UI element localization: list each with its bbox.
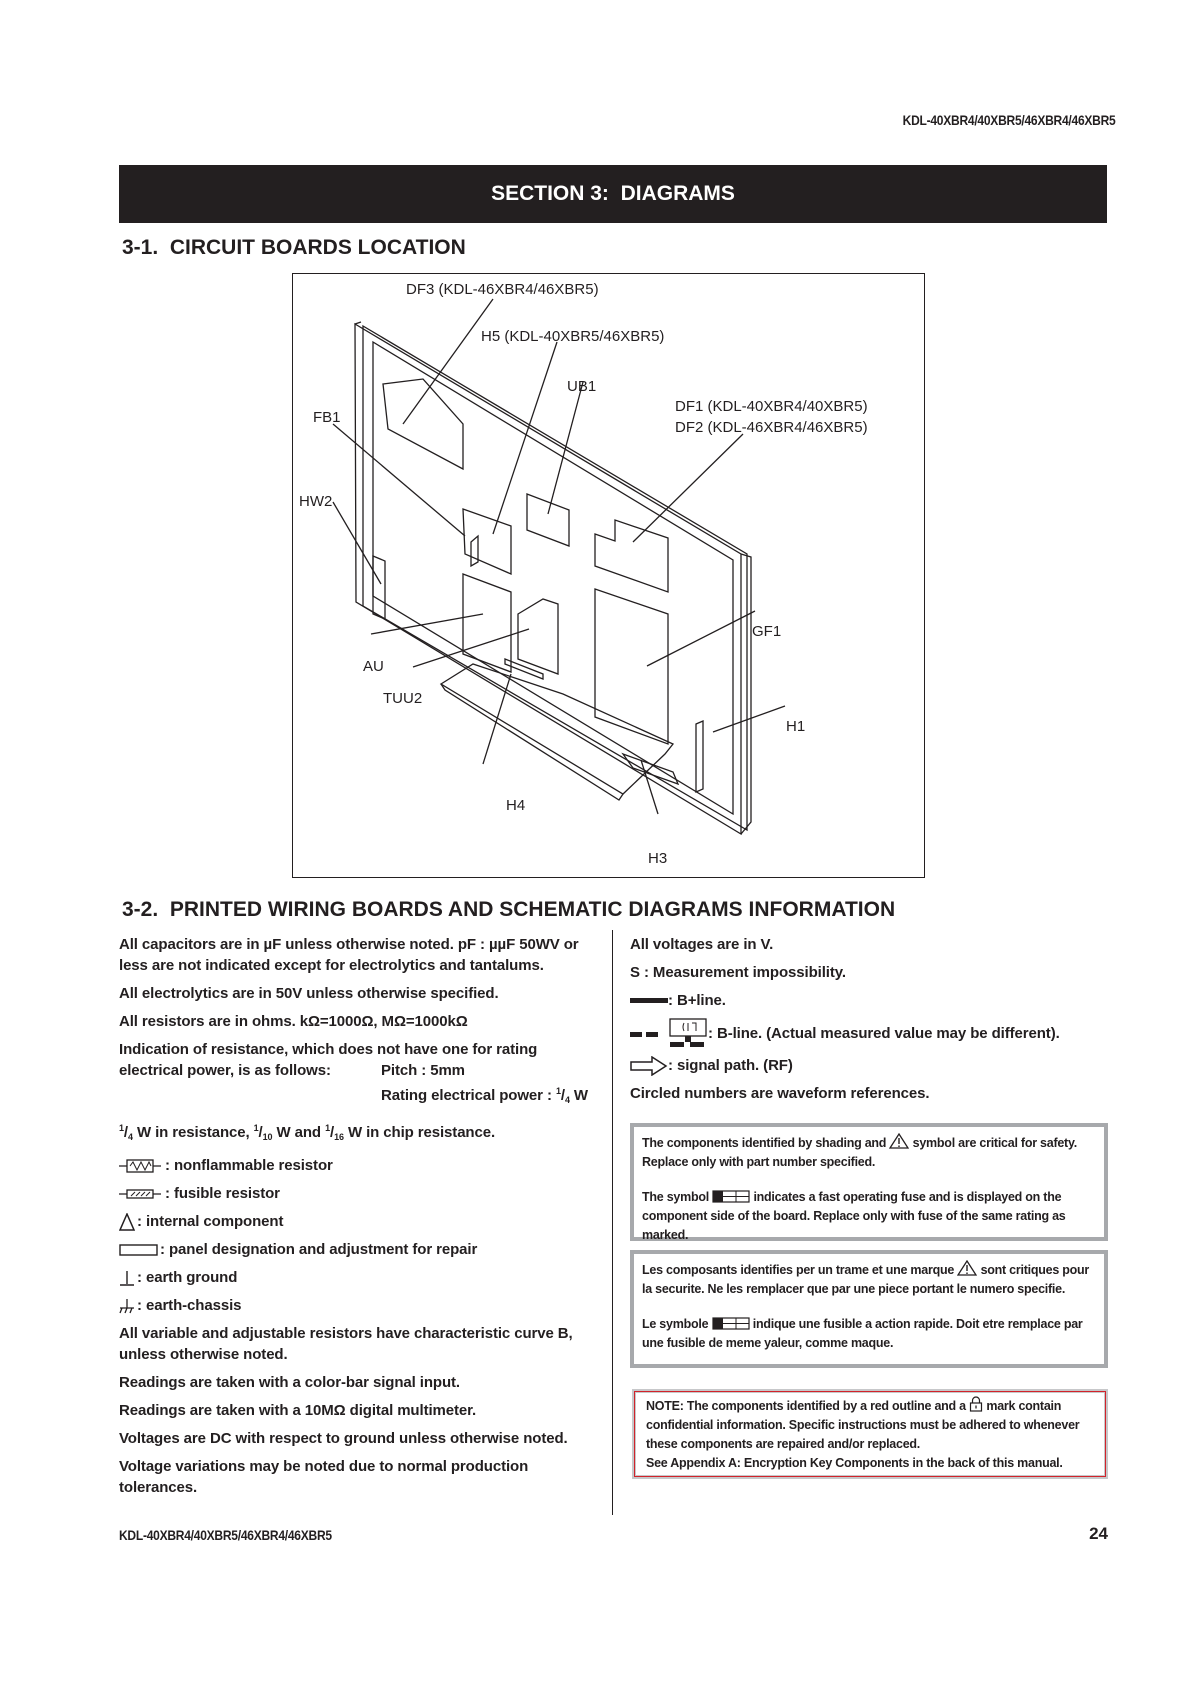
label-df1: DF1 (KDL-40XBR4/40XBR5) (675, 398, 868, 415)
confidential-text-c: See Appendix A: Encryption Key Components in the back of this manual. (646, 1456, 1063, 1470)
multimeter-note: Readings are taken with a 10MΩ digital multimeter. (119, 1402, 477, 1419)
chip-c-den: 16 (334, 1132, 344, 1142)
board-au (463, 574, 511, 672)
earth-chassis-icon (119, 1298, 135, 1314)
panel-designation-label: : panel designation and adjustment for repair (160, 1241, 478, 1258)
indication-line-1: Indication of resistance, which does not have one for rating (119, 1041, 538, 1058)
color-bar-note: Readings are taken with a color-bar signal input. (119, 1374, 461, 1391)
confidential-text-b: mark contain confidential information. Specific instructions must be adhered to whenever these components are repaired and/or replaced. (646, 1399, 1080, 1451)
board-h1 (696, 721, 703, 792)
board-df3 (383, 379, 463, 469)
voltages-dc-note: Voltages are DC with respect to ground unless otherwise noted. (119, 1430, 568, 1447)
indication-line-2-row (119, 1060, 609, 1081)
label-h1: H1 (786, 718, 806, 735)
b-plus-label: : B+line. (668, 992, 726, 1009)
label-ub1: UB1 (567, 378, 597, 395)
fast-fuse-icon (712, 1190, 750, 1203)
earth-chassis-label: : earth-chassis (137, 1297, 242, 1314)
safety-fr-text-1a: Les composants identifies per un trame et une marque (642, 1263, 955, 1277)
capacitors-note: All capacitors are in µF unless otherwise noted. pF : µµF 50WV or less are not indicated except for electrolytics and tantalums. (119, 936, 579, 974)
measurement-note: S : Measurement impossibility. (630, 964, 846, 981)
fusible-resistor-icon (119, 1187, 161, 1201)
board-tuu2 (518, 599, 558, 674)
chip-a-text: W in resistance, (132, 1124, 254, 1141)
indication-note (119, 1039, 609, 1060)
safety-fr-text-2a: Le symbole (642, 1317, 709, 1331)
section-2-title: 3-2. PRINTED WIRING BOARDS AND SCHEMATIC DIAGRAMS INFORMATION (122, 898, 896, 921)
lock-icon (969, 1396, 983, 1412)
indication-line-2: electrical power, is as follows: (119, 1062, 331, 1079)
internal-component-triangle-icon (119, 1213, 135, 1231)
board-fb1 (463, 509, 511, 574)
label-hw2: HW2 (299, 493, 333, 510)
earth-chassis-row (119, 1295, 609, 1316)
section-1-title: 3-1. CIRCUIT BOARDS LOCATION (122, 236, 466, 259)
confidential-text-a: NOTE: The components identified by a red outline and a (646, 1399, 966, 1413)
signal-path-arrow-icon (630, 1056, 668, 1076)
board-ub1 (527, 494, 569, 546)
rating-unit: W (569, 1087, 588, 1104)
chip-a-den: 4 (127, 1132, 133, 1142)
variable-resistors-note: All variable and adjustable resistors have characteristic curve B, unless otherwise noted. (119, 1325, 573, 1363)
footer-model: KDL-40XBR4/40XBR5/46XBR4/46XBR5 (119, 1527, 332, 1543)
earth-ground-icon (119, 1270, 135, 1286)
pitch-value: Pitch : 5mm (381, 1062, 465, 1079)
board-hw2 (373, 556, 385, 619)
panel-designation-row (119, 1239, 609, 1260)
label-h4: H4 (506, 797, 526, 814)
label-df2: DF2 (KDL-46XBR4/46XBR5) (675, 419, 868, 436)
section-banner: SECTION 3: DIAGRAMS (119, 165, 1107, 223)
rating-label: Rating electrical power : (381, 1087, 556, 1104)
b-plus-row (630, 990, 1108, 1011)
rating-row: Rating electrical power : $^1/_4$ W (381, 1086, 588, 1105)
panel-designation-rectangle-icon (119, 1244, 159, 1256)
info-left-column (119, 934, 609, 1505)
info-right-column (630, 934, 1108, 1111)
fusible-label: : fusible resistor (165, 1185, 280, 1202)
fast-fuse-icon (712, 1317, 750, 1330)
safety-en-text-2b: indicates a fast operating fuse and is displayed on the component side of the board. Replace only with fuse of the same rating as marked. (642, 1190, 1066, 1242)
internal-component-label: : internal component (137, 1213, 284, 1230)
circled-numbers-note: Circled numbers are waveform references. (630, 1085, 930, 1102)
label-df3: DF3 (KDL-46XBR4/46XBR5) (406, 281, 599, 298)
warning-triangle-icon (957, 1260, 977, 1276)
signal-path-row (630, 1055, 1108, 1076)
nonflammable-row (119, 1155, 609, 1176)
rating-frac-num: 1 (555, 1086, 561, 1096)
b-line-row (630, 1018, 1108, 1048)
column-divider (612, 930, 613, 1515)
chip-resistance-note: $^1/_4$ W in resistance, $^1/_{10}$ W and $^1/_{16}$ W in chip resistance. (119, 1123, 496, 1142)
safety-note-french (630, 1250, 1108, 1368)
chip-b-text: W and (272, 1124, 326, 1141)
warning-triangle-icon (889, 1133, 909, 1149)
fusible-row (119, 1183, 609, 1204)
voltage-variations-note: Voltage variations may be noted due to normal production tolerances. (119, 1458, 529, 1496)
electrolytics-note: All electrolytics are in 50V unless otherwise specified. (119, 985, 499, 1002)
safety-fr-text-2b: indique une fusible a action rapide. Doit etre remplace par une fusible de meme yaleur, comme maque. (642, 1317, 1083, 1350)
safety-note-english (630, 1123, 1108, 1241)
confidential-note (632, 1389, 1108, 1479)
safety-en-text-1b: symbol are critical for safety. Replace only with part number specified. (642, 1136, 1077, 1169)
safety-en-text-1a: The components identified by shading and (642, 1136, 887, 1150)
nonflammable-label: : nonflammable resistor (165, 1157, 333, 1174)
header-model: KDL-40XBR4/40XBR5/46XBR4/46XBR5 (902, 112, 1115, 128)
internal-component-row (119, 1211, 609, 1232)
resistors-note: All resistors are in ohms. kΩ=1000Ω, MΩ=1000kΩ (119, 1013, 468, 1030)
label-h5: H5 (KDL-40XBR5/46XBR5) (481, 328, 665, 345)
label-au: AU (363, 658, 384, 675)
chip-a-num: 1 (119, 1123, 124, 1133)
label-h3: H3 (648, 850, 668, 867)
label-fb1: FB1 (313, 409, 341, 426)
board-gf1 (595, 589, 668, 744)
b-line-label: : B-line. (Actual measured value may be different). (708, 1024, 1060, 1042)
page-number: 24 (1089, 1524, 1108, 1543)
board-h5 (471, 536, 478, 566)
signal-path-label: : signal path. (RF) (668, 1057, 793, 1074)
rating-frac-den: 4 (564, 1095, 570, 1105)
label-tuu2: TUU2 (383, 690, 423, 707)
nonflammable-resistor-icon (119, 1159, 161, 1173)
chip-c-num: 1 (325, 1123, 330, 1133)
label-gf1: GF1 (752, 623, 782, 640)
all-voltages-note: All voltages are in V. (630, 936, 774, 953)
chip-c-text: W in chip resistance. (343, 1124, 496, 1141)
b-plus-line-icon (630, 997, 668, 1005)
chip-b-num: 1 (253, 1123, 259, 1133)
earth-ground-row (119, 1267, 609, 1288)
tv-rear-diagram (293, 274, 926, 879)
board-df1-df2 (595, 520, 668, 592)
earth-ground-label: : earth ground (137, 1269, 238, 1286)
chip-b-den: 10 (262, 1132, 273, 1142)
safety-en-text-2a: The symbol (642, 1190, 709, 1204)
circuit-boards-figure (292, 273, 925, 878)
safety-fr-text-1b: sont critiques pour la securite. Ne les remplacer que par une piece portant le numero specifie. (642, 1263, 1090, 1296)
b-line-icon (630, 1018, 708, 1048)
